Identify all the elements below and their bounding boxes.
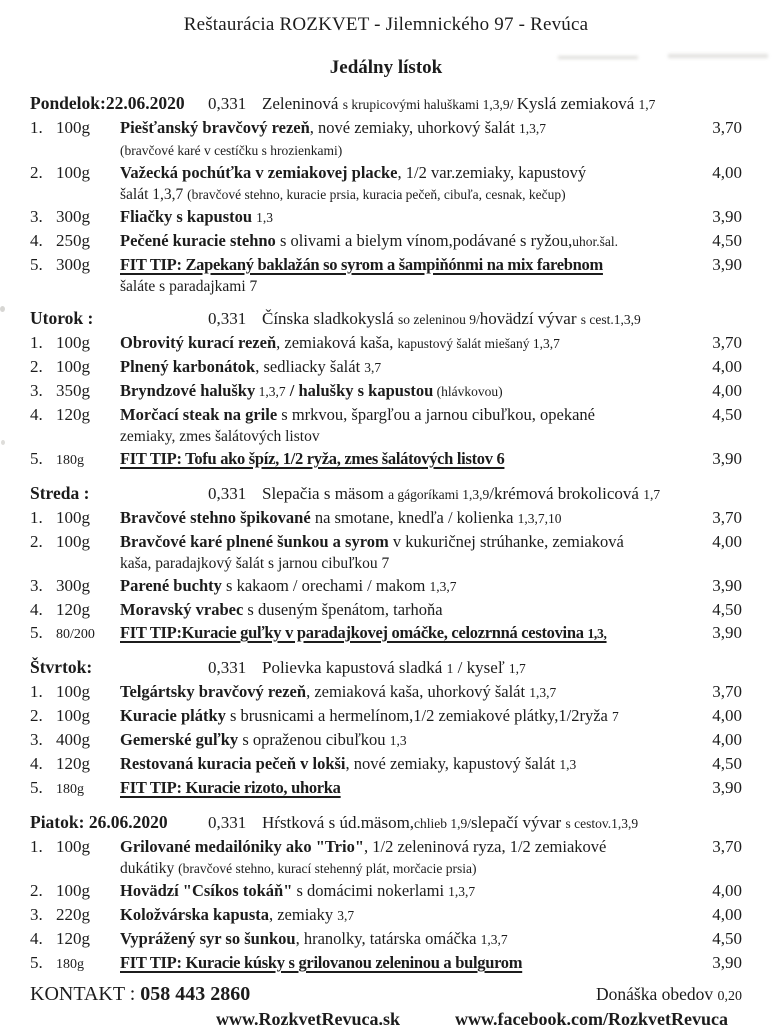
text-segment: / bbox=[285, 381, 299, 400]
menu-item-row bbox=[30, 704, 742, 728]
text-segment: Hŕstková s úd.mäsom, bbox=[262, 813, 415, 832]
text-segment: , sedliacky šalát bbox=[255, 357, 365, 376]
item-price: 4,00 bbox=[712, 163, 742, 182]
text-segment: Fliačky s kapustou bbox=[120, 207, 253, 226]
text-segment: Kuracie plátky bbox=[120, 706, 226, 725]
text-segment: 1,3,7 bbox=[519, 121, 547, 136]
contact-row bbox=[30, 983, 742, 1006]
item-description bbox=[120, 903, 692, 927]
item-weight: 300g bbox=[56, 207, 90, 226]
text-segment: na smotane, knedľa / kolienka bbox=[310, 508, 518, 527]
menu-item-row bbox=[30, 598, 742, 621]
text-segment: s kakaom / orechami / makom bbox=[221, 576, 430, 595]
item-weight: 100g bbox=[56, 706, 90, 725]
item-number: 2. bbox=[30, 532, 43, 551]
text-segment: Telgártsky bravčový rezeň bbox=[120, 682, 307, 701]
item-price: 3,70 bbox=[712, 508, 742, 527]
day-label: Štvrtok: bbox=[30, 657, 93, 677]
text-segment: / kyseľ bbox=[453, 658, 509, 677]
text-segment: s krupicovými haluškami 1,3,9/ bbox=[342, 97, 517, 112]
text-segment: s olivami a bielym vínom,podávané s ryžou, bbox=[275, 231, 573, 250]
menu-item-row bbox=[30, 951, 742, 976]
fit-tip-description bbox=[120, 253, 692, 276]
text-segment: Obrovitý kurací rezeň bbox=[120, 333, 277, 352]
text-segment: /krémová brokolicová bbox=[489, 484, 644, 503]
day-section bbox=[30, 482, 742, 646]
menu-item-row bbox=[30, 879, 742, 903]
text-segment: 7 bbox=[611, 709, 619, 724]
text-segment: s cest.1,3,9 bbox=[580, 312, 641, 327]
text-segment: halušky s kapustou bbox=[298, 381, 434, 400]
item-price: 4,00 bbox=[712, 357, 742, 376]
links-row bbox=[30, 1006, 742, 1030]
item-description bbox=[120, 161, 692, 184]
menu-item-row bbox=[30, 835, 742, 858]
item-weight: 220g bbox=[56, 905, 90, 924]
day-header-row bbox=[30, 92, 742, 116]
item-price: 3,90 bbox=[712, 623, 742, 642]
menu-item-row bbox=[30, 379, 742, 403]
menu-item-row bbox=[30, 253, 742, 276]
menu-item-row bbox=[30, 621, 742, 646]
text-segment: zemiaky, zmes šalátových listov bbox=[120, 428, 320, 445]
item-number: 2. bbox=[30, 163, 43, 182]
indent-spacer bbox=[30, 184, 120, 205]
text-segment: Gemerské guľky bbox=[120, 730, 239, 749]
item-number: 5. bbox=[30, 255, 43, 274]
item-number: 2. bbox=[30, 881, 43, 900]
text-segment: slepačí vývar bbox=[471, 813, 566, 832]
item-description-continuation bbox=[120, 426, 320, 447]
text-segment: Hovädzí "Csíkos tokáň" bbox=[120, 881, 293, 900]
menu-item-row bbox=[30, 776, 742, 801]
item-weight: 350g bbox=[56, 381, 90, 400]
item-number: 5. bbox=[30, 953, 43, 972]
menu-item-row bbox=[30, 506, 742, 530]
text-segment: 1,3,7 bbox=[480, 932, 508, 947]
text-segment: (bravčové karé v cestíčku s hrozienkami) bbox=[120, 143, 343, 158]
text-segment: kaša, paradajkový šalát s jarnou cibuľkou 7 bbox=[120, 555, 390, 572]
text-segment: 1,3,7 bbox=[429, 579, 457, 594]
indent-spacer bbox=[30, 553, 120, 574]
day-section bbox=[30, 307, 742, 472]
menu-body bbox=[30, 92, 742, 976]
item-number: 3. bbox=[30, 730, 43, 749]
delivery-info bbox=[596, 984, 742, 1005]
item-continuation-row bbox=[30, 276, 742, 297]
day-header-row bbox=[30, 811, 742, 835]
text-segment: , nové zemiaky, uhorkový šalát bbox=[309, 118, 520, 137]
fit-tip-description bbox=[120, 951, 692, 974]
item-description-continuation bbox=[120, 140, 342, 161]
contact-info bbox=[30, 983, 250, 1006]
item-continuation-row bbox=[30, 553, 742, 574]
text-segment: , 1/2 var.zemiaky, kapustový bbox=[397, 163, 587, 182]
item-number: 2. bbox=[30, 357, 43, 376]
text-segment: , 1/2 zeleninová ryza, 1/2 zemiakové bbox=[364, 837, 607, 856]
item-weight: 300g bbox=[56, 255, 90, 274]
text-segment: 1,3 bbox=[256, 210, 274, 225]
day-label: Streda : bbox=[30, 483, 90, 503]
item-description bbox=[120, 728, 692, 752]
text-segment: , zemiaková kaša, uhorkový šalát bbox=[306, 682, 530, 701]
text-segment: hovädzí vývar bbox=[479, 309, 581, 328]
text-segment: FIT TIP: Kuracie rizoto, uhorka bbox=[120, 778, 341, 797]
text-segment: Grilované medailóniky ako "Trio" bbox=[120, 837, 364, 856]
item-number: 1. bbox=[30, 682, 43, 701]
text-segment: Parené buchty bbox=[120, 576, 222, 595]
text-segment: (bravčové stehno, kuracie prsia, kuracia pečeň, cibuľa, cesnak, kečup) bbox=[187, 187, 566, 202]
day-header-row bbox=[30, 656, 742, 680]
item-continuation-row bbox=[30, 858, 742, 879]
item-weight: 400g bbox=[56, 730, 90, 749]
text-segment: v kukuričnej strúhanke, zemiaková bbox=[388, 532, 624, 551]
text-segment: 1,3 bbox=[559, 757, 577, 772]
text-segment: Zeleninová bbox=[262, 94, 343, 113]
item-price: 3,70 bbox=[712, 837, 742, 856]
menu-item-row bbox=[30, 927, 742, 951]
indent-spacer bbox=[30, 140, 120, 161]
item-number: 5. bbox=[30, 449, 43, 468]
item-continuation-row bbox=[30, 140, 742, 161]
item-price: 3,90 bbox=[712, 953, 742, 972]
item-weight: 120g bbox=[56, 600, 90, 619]
item-description bbox=[120, 835, 692, 858]
item-description-continuation bbox=[120, 184, 566, 205]
item-number: 5. bbox=[30, 623, 43, 642]
soup-description bbox=[262, 482, 742, 506]
item-price: 3,70 bbox=[712, 118, 742, 137]
text-segment: Bravčové stehno špikované bbox=[120, 508, 311, 527]
item-number: 3. bbox=[30, 905, 43, 924]
text-segment: Plnený karbonátok bbox=[120, 357, 256, 376]
item-weight: 100g bbox=[56, 163, 90, 182]
item-price: 3,70 bbox=[712, 333, 742, 352]
item-number: 2. bbox=[30, 706, 43, 725]
text-segment: 1 bbox=[446, 661, 454, 676]
item-price: 3,90 bbox=[712, 778, 742, 797]
soup-volume: 0,331 bbox=[208, 813, 247, 832]
day-header-row bbox=[30, 482, 742, 506]
text-segment: s duseným špenátom, tarhoňa bbox=[243, 600, 443, 619]
text-segment: Slepačia s mäsom bbox=[262, 484, 389, 503]
menu-item-row bbox=[30, 205, 742, 229]
soup-description bbox=[262, 307, 742, 331]
text-segment: Pečené kuracie stehno bbox=[120, 231, 276, 250]
item-number: 3. bbox=[30, 381, 43, 400]
text-segment: 1,7 bbox=[508, 661, 526, 676]
menu-item-row bbox=[30, 116, 742, 140]
item-price: 4,00 bbox=[712, 381, 742, 400]
text-segment: 1,3,7 bbox=[529, 685, 557, 700]
fit-tip-description bbox=[120, 776, 692, 799]
day-section bbox=[30, 92, 742, 297]
day-label: Pondelok:22.06.2020 bbox=[30, 93, 185, 113]
item-price: 3,90 bbox=[712, 255, 742, 274]
menu-item-row bbox=[30, 447, 742, 472]
item-weight: 180g bbox=[56, 957, 84, 972]
text-segment: (bravčové stehno, kurací stehenný plát, morčacie prsia) bbox=[178, 861, 477, 876]
item-weight: 180g bbox=[56, 453, 84, 468]
text-segment: s brusnicami a hermelínom,1/2 zemiakové plátky,1/2ryža bbox=[225, 706, 612, 725]
text-segment: Bryndzové halušky bbox=[120, 381, 256, 400]
item-weight: 250g bbox=[56, 231, 90, 250]
item-number: 1. bbox=[30, 118, 43, 137]
item-continuation-row bbox=[30, 426, 742, 447]
delivery-label: Donáška obedov bbox=[595, 984, 718, 1004]
item-description bbox=[120, 506, 692, 530]
text-segment: , nové zemiaky, kapustový šalát bbox=[345, 754, 560, 773]
text-segment: chlieb 1,9/ bbox=[414, 816, 472, 831]
item-price: 3,90 bbox=[712, 449, 742, 468]
text-segment: s domácimi nokerlami bbox=[292, 881, 449, 900]
item-weight: 180g bbox=[56, 782, 84, 797]
text-segment: FIT TIP:Kuracie guľky v paradajkovej omáčke, celozrnná cestovina bbox=[120, 623, 588, 642]
soup-description bbox=[262, 92, 742, 116]
item-weight: 100g bbox=[56, 333, 90, 352]
day-section bbox=[30, 656, 742, 801]
day-label: Utorok : bbox=[30, 308, 94, 328]
item-number: 1. bbox=[30, 333, 43, 352]
text-segment: dukátiky bbox=[120, 860, 179, 877]
item-number: 1. bbox=[30, 837, 43, 856]
fit-tip-description bbox=[120, 447, 692, 470]
text-segment: šaláte s paradajkami 7 bbox=[120, 278, 258, 295]
item-price: 4,50 bbox=[712, 929, 742, 948]
item-price: 4,00 bbox=[712, 706, 742, 725]
item-description-continuation bbox=[120, 858, 477, 879]
text-segment: uhor.šal. bbox=[572, 234, 619, 249]
page-title: Jedálny lístok bbox=[329, 57, 443, 78]
text-segment: Koložvárska kapusta bbox=[120, 905, 269, 924]
text-segment: so zeleninou 9/ bbox=[398, 312, 480, 327]
item-description bbox=[120, 403, 692, 426]
item-price: 3,90 bbox=[712, 207, 742, 226]
item-description bbox=[120, 574, 692, 598]
item-continuation-row bbox=[30, 184, 742, 205]
text-segment: , zemiaky bbox=[268, 905, 338, 924]
item-price: 3,70 bbox=[712, 682, 742, 701]
item-description bbox=[120, 530, 692, 553]
soup-volume: 0,331 bbox=[208, 484, 247, 503]
text-segment: 1,7 bbox=[638, 97, 656, 112]
text-segment: Moravský vrabec bbox=[120, 600, 244, 619]
item-weight: 100g bbox=[56, 357, 90, 376]
menu-item-row bbox=[30, 331, 742, 355]
menu-item-row bbox=[30, 574, 742, 598]
item-weight: 100g bbox=[56, 682, 90, 701]
text-segment: 1,3, bbox=[587, 626, 607, 641]
item-weight: 100g bbox=[56, 532, 90, 551]
menu-item-row bbox=[30, 530, 742, 553]
text-segment: FIT TIP: Zapekaný baklažán so syrom a šampiňónmi na mix farebnom bbox=[120, 255, 603, 274]
text-segment: kapustový šalát miešaný 1,3,7 bbox=[397, 336, 560, 351]
menu-item-row bbox=[30, 752, 742, 776]
text-segment: s mrkvou, špargľou a jarnou cibuľkou, opekané bbox=[277, 405, 595, 424]
text-segment: Bravčové karé plnené šunkou a syrom bbox=[120, 532, 389, 551]
item-description bbox=[120, 752, 692, 776]
item-number: 4. bbox=[30, 600, 43, 619]
phone-number: 058 443 2860 bbox=[140, 983, 251, 1005]
item-number: 4. bbox=[30, 231, 43, 250]
item-weight: 120g bbox=[56, 405, 90, 424]
text-segment: s opraženou cibuľkou bbox=[238, 730, 390, 749]
item-weight: 120g bbox=[56, 929, 90, 948]
item-price: 4,50 bbox=[712, 231, 742, 250]
contact-label: KONTAKT : bbox=[30, 983, 141, 1005]
item-description bbox=[120, 331, 692, 355]
item-weight: 100g bbox=[56, 508, 90, 527]
text-segment: 3,7 bbox=[337, 908, 355, 923]
text-segment: s cestov.1,3,9 bbox=[565, 816, 639, 831]
text-segment: Čínska sladkokyslá bbox=[262, 309, 398, 328]
text-segment: Vyprážený syr so šunkou bbox=[120, 929, 296, 948]
text-segment: , zemiaková kaša, bbox=[276, 333, 398, 352]
item-number: 4. bbox=[30, 405, 43, 424]
item-description bbox=[120, 205, 692, 229]
indent-spacer bbox=[30, 426, 120, 447]
text-segment: a gágoríkami 1,3,9 bbox=[388, 487, 490, 502]
text-segment: Morčací steak na grile bbox=[120, 405, 278, 424]
item-description bbox=[120, 598, 692, 621]
item-price: 4,50 bbox=[712, 754, 742, 773]
restaurant-title: Reštaurácia ROZKVET - Jilemnického 97 - Revúca bbox=[183, 14, 589, 35]
menu-item-row bbox=[30, 161, 742, 184]
fit-tip-description bbox=[120, 621, 692, 645]
item-number: 4. bbox=[30, 929, 43, 948]
item-description bbox=[120, 229, 692, 253]
item-number: 4. bbox=[30, 754, 43, 773]
menu-item-row bbox=[30, 680, 742, 704]
text-segment: FIT TIP: Kuracie kúsky s grilovanou zeleninou a bulgurom bbox=[120, 953, 523, 972]
text-segment: Restovaná kuracia pečeň v lokši bbox=[120, 754, 346, 773]
item-price: 3,90 bbox=[712, 576, 742, 595]
text-segment: 1,7 bbox=[643, 487, 661, 502]
item-weight: 100g bbox=[56, 118, 90, 137]
item-number: 1. bbox=[30, 508, 43, 527]
soup-description bbox=[262, 811, 742, 835]
item-price: 4,50 bbox=[712, 405, 742, 424]
item-description-continuation bbox=[120, 276, 257, 297]
menu-item-row bbox=[30, 903, 742, 927]
soup-description bbox=[262, 656, 742, 680]
item-description bbox=[120, 879, 692, 903]
text-segment: Polievka kapustová sladká bbox=[262, 658, 447, 677]
day-header-row bbox=[30, 307, 742, 331]
text-segment: 1,3,7,10 bbox=[517, 511, 562, 526]
item-description-continuation bbox=[120, 553, 389, 574]
item-price: 4,00 bbox=[712, 532, 742, 551]
item-price: 4,00 bbox=[712, 905, 742, 924]
item-description bbox=[120, 116, 692, 140]
item-price: 4,00 bbox=[712, 730, 742, 749]
text-segment: (hlávkovou) bbox=[433, 384, 503, 399]
menu-item-row bbox=[30, 403, 742, 426]
text-segment: Piešťanský bravčový rezeň bbox=[120, 118, 310, 137]
item-weight: 120g bbox=[56, 754, 90, 773]
item-description bbox=[120, 927, 692, 951]
text-segment: FIT TIP: Tofu ako špíz, 1/2 ryža, zmes šalátových listov 6 bbox=[120, 449, 505, 468]
text-segment: 1,3,7 bbox=[255, 384, 286, 399]
item-price: 4,00 bbox=[712, 881, 742, 900]
item-number: 3. bbox=[30, 576, 43, 595]
indent-spacer bbox=[30, 858, 120, 879]
item-description bbox=[120, 704, 692, 728]
website-url: www.RozkvetRevuca.sk bbox=[216, 1009, 400, 1029]
menu-item-row bbox=[30, 728, 742, 752]
text-segment: Važecká pochúťka v zemiakovej placke bbox=[120, 163, 398, 182]
item-number: 5. bbox=[30, 778, 43, 797]
item-weight: 80/200 bbox=[56, 627, 95, 642]
text-segment: 3,7 bbox=[364, 360, 382, 375]
indent-spacer bbox=[30, 276, 120, 297]
text-segment: 1,3,7 bbox=[448, 884, 476, 899]
text-segment: Kyslá zemiaková bbox=[516, 94, 639, 113]
delivery-price: 0,20 bbox=[717, 989, 742, 1004]
item-weight: 300g bbox=[56, 576, 90, 595]
item-number: 3. bbox=[30, 207, 43, 226]
facebook-url: www.facebook.com/RozkvetRevuca bbox=[455, 1009, 728, 1029]
soup-volume: 0,331 bbox=[208, 658, 247, 677]
soup-volume: 0,331 bbox=[208, 94, 247, 113]
day-label: Piatok: 26.06.2020 bbox=[30, 812, 168, 832]
menu-item-row bbox=[30, 355, 742, 379]
menu-item-row bbox=[30, 229, 742, 253]
item-description bbox=[120, 379, 692, 403]
text-segment: , hranolky, tatárska omáčka bbox=[295, 929, 481, 948]
item-weight: 100g bbox=[56, 837, 90, 856]
text-segment: 1,3 bbox=[389, 733, 407, 748]
item-description bbox=[120, 355, 692, 379]
day-section bbox=[30, 811, 742, 976]
soup-volume: 0,331 bbox=[208, 309, 247, 328]
item-weight: 100g bbox=[56, 881, 90, 900]
item-description bbox=[120, 680, 692, 704]
text-segment: šalát 1,3,7 bbox=[120, 186, 188, 203]
item-price: 4,50 bbox=[712, 600, 742, 619]
